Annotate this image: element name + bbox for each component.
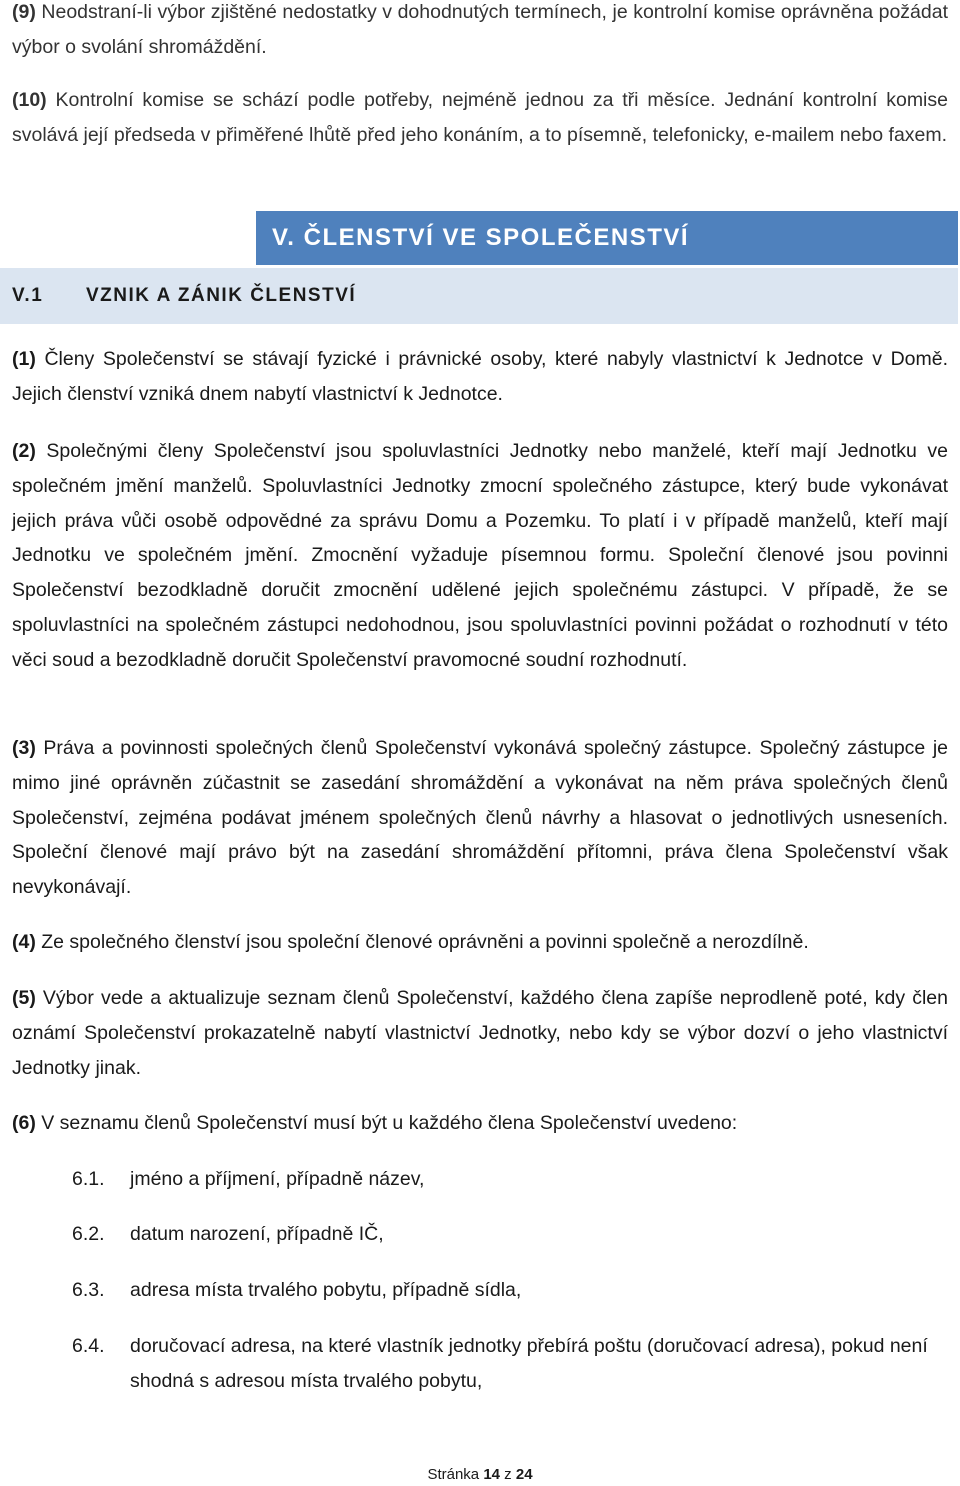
list-item-text: adresa místa trvalého pobytu, případně sídla,: [130, 1279, 522, 1301]
paragraph-text: Výbor vede a aktualizuje seznam členů Společenství, každého člena zapíše neprodleně poté, kdy člen oznámí Společenství prokazatelně nabytí vlastnictví Jednotky, nebo kdy se výbor dozví o jeho vlastnictví Jednotky jinak.: [12, 987, 948, 1079]
section-number: V.1: [12, 285, 44, 306]
paragraph-text: Společnými členy Společenství jsou spoluvlastníci Jednotky nebo manželé, kteří mají Jednotku ve společném jmění manželů. Spoluvlastníci Jednotky zmocní společného zástupce, který bude vykonávat jejich práva vůči osobě odpovědné za správu Domu a Pozemku. To platí i v případě manželů, kteří mají Jednotku ve společném jmění. Zmocnění vyžaduje písemnou formu. Společní členové jsou povinni Společenství bezodkladně doručit zmocnění udělené jejich společnému zástupci. V případě, že se spoluvlastníci na společném zástupci nedohodnou, jsou spoluvlastníci povinni požádat o rozhodnutí v této věci soud a bezodkladně doručit Společenství pravomocné soudní rozhodnutí.: [12, 440, 948, 671]
list-item-text: doručovací adresa, na které vlastník jednotky přebírá poštu (doručovací adresa), pokud není shodná s adresou místa trvalého pobytu,: [130, 1335, 928, 1392]
section-title: VZNIK A ZÁNIK ČLENSTVÍ: [86, 285, 357, 306]
paragraph-10: [12, 83, 948, 153]
paragraph-text: Ze společného členství jsou společní členové oprávněni a povinni společně a nerozdílně.: [35, 931, 809, 953]
paragraph-number: (9): [12, 1, 36, 23]
list-item-text: jméno a příjmení, případně název,: [130, 1168, 425, 1190]
chapter-title: V. ČLENSTVÍ VE SPOLEČENSTVÍ: [272, 224, 690, 251]
list-item: [72, 1162, 952, 1197]
paragraph-number: (5): [12, 987, 36, 1009]
paragraph-text: Kontrolní komise se schází podle potřeby, nejméně jednou za tři měsíce. Jednání kontrolní komise svolává její předseda v přiměřené lhůtě před jeho konáním, a to písemně, telefonicky, e-mailem nebo faxem.: [12, 89, 948, 146]
list-item: [72, 1329, 952, 1399]
paragraph-1: [12, 342, 948, 412]
paragraph-number: (1): [12, 348, 36, 370]
section-heading: [0, 268, 958, 324]
paragraph-text: V seznamu členů Společenství musí být u každého člena Společenství uvedeno:: [35, 1112, 738, 1134]
paragraph-5: [12, 981, 948, 1085]
footer-prefix: Stránka: [427, 1466, 484, 1483]
paragraph-number: (4): [12, 931, 36, 953]
footer-page-number: 14: [483, 1466, 501, 1483]
paragraph-number: (10): [12, 89, 47, 111]
paragraph-number: (6): [12, 1112, 36, 1134]
footer-page-total: 24: [515, 1466, 533, 1483]
list-item-number: 6.2.: [72, 1223, 105, 1245]
paragraph-3: [12, 731, 948, 905]
paragraph-number: (3): [12, 737, 36, 759]
paragraph-number: (2): [12, 440, 36, 462]
list-item-number: 6.1.: [72, 1168, 105, 1190]
list-item: [72, 1273, 952, 1308]
footer-separator: z: [500, 1466, 516, 1483]
paragraph-4: [12, 925, 948, 960]
list-item-number: 6.3.: [72, 1279, 105, 1301]
paragraph-text: Práva a povinnosti společných členů Společenství vykonává společný zástupce. Společný zástupce je mimo jiné oprávněn zúčastnit se zasedání shromáždění a vykonávat na něm práva společných členů Společenství, zejména podávat jménem společných členů návrhy a hlasovat o jednotlivých usneseních. Společní členové mají právo být na zasedání shromáždění přítomni, práva člena Společenství však nevykonávají.: [12, 737, 948, 899]
list-item-text: datum narození, případně IČ,: [130, 1223, 384, 1245]
list-item-number: 6.4.: [72, 1335, 105, 1357]
list-item: [72, 1217, 952, 1252]
paragraph-6: [12, 1106, 948, 1141]
paragraph-text: Členy Společenství se stávají fyzické i právnické osoby, které nabyly vlastnictví k Jednotce v Domě. Jejich členství vzniká dnem nabytí vlastnictví k Jednotce.: [12, 348, 948, 405]
paragraph-text: Neodstraní-li výbor zjištěné nedostatky v dohodnutých termínech, je kontrolní komise oprávněna požádat výbor o svolání shromáždění.: [12, 1, 948, 58]
paragraph-2: [12, 434, 948, 678]
page-footer: [0, 1466, 960, 1483]
paragraph-9: [12, 0, 948, 65]
chapter-heading: [256, 211, 958, 265]
